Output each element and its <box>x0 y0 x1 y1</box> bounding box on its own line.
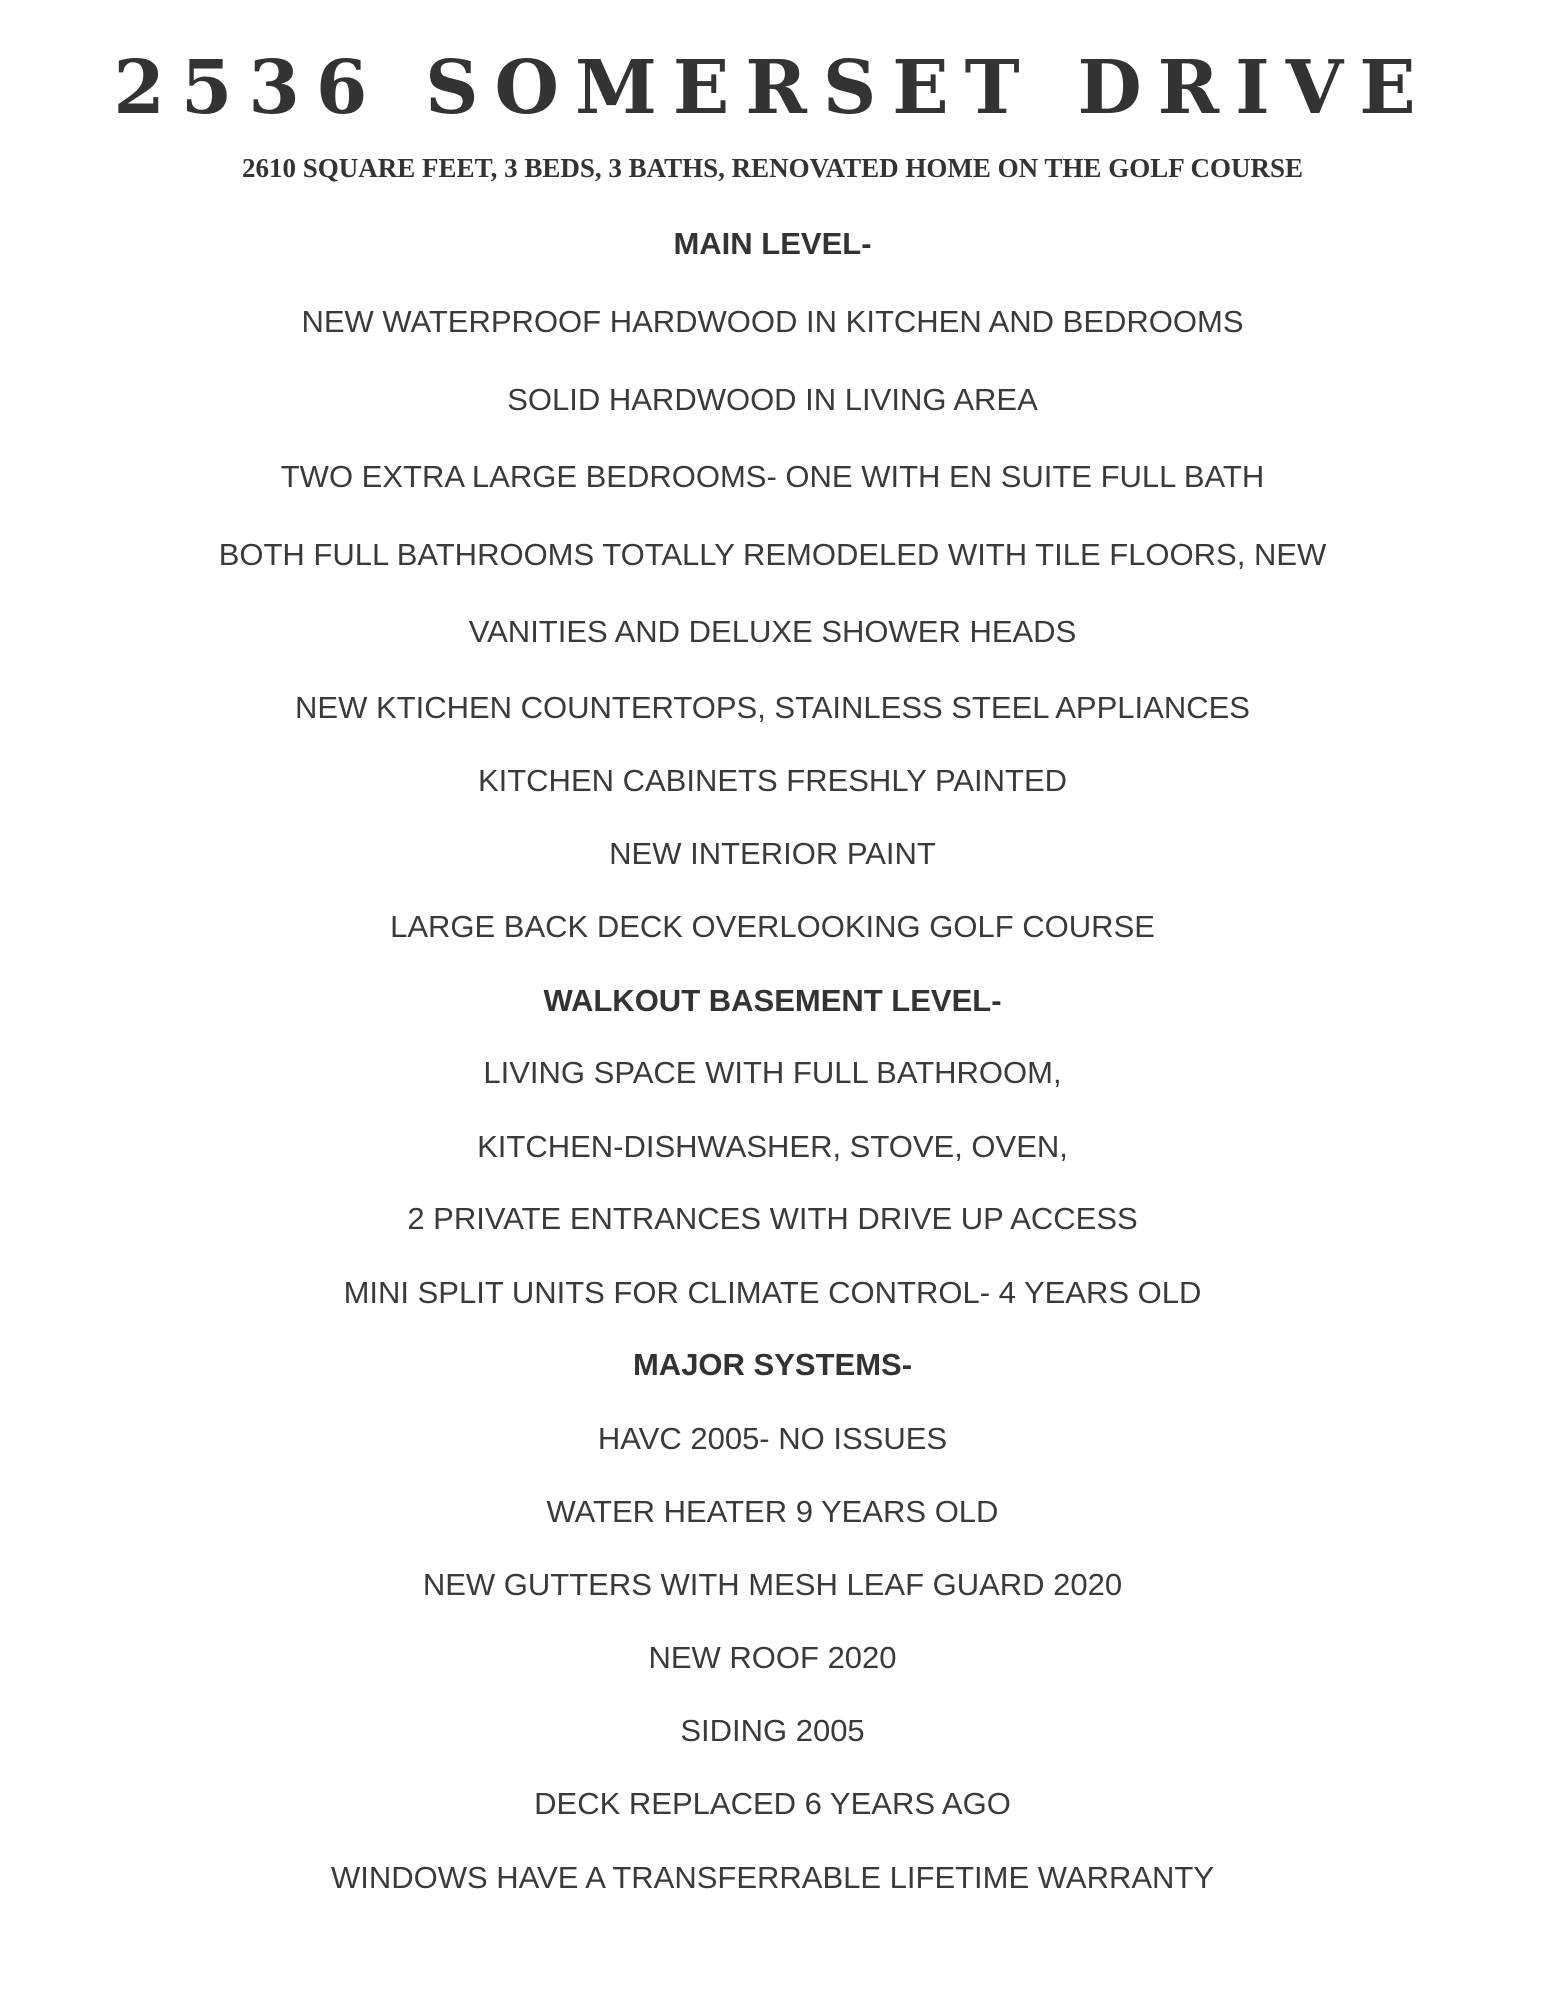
main-level-heading: MAIN LEVEL- <box>673 226 872 261</box>
basement-level-item: MINI SPLIT UNITS FOR CLIMATE CONTROL- 4 YEARS OLD <box>343 1275 1202 1310</box>
basement-level-heading: WALKOUT BASEMENT LEVEL- <box>543 983 1002 1018</box>
page-title: 2536 SOMERSET DRIVE <box>113 45 1432 131</box>
major-systems-item: WATER HEATER 9 YEARS OLD <box>546 1494 999 1529</box>
main-level-item: TWO EXTRA LARGE BEDROOMS- ONE WITH EN SUITE FULL BATH <box>280 459 1265 494</box>
page-subtitle: 2610 SQUARE FEET, 3 BEDS, 3 BATHS, RENOVATED HOME ON THE GOLF COURSE <box>242 153 1303 183</box>
main-level-item: NEW KTICHEN COUNTERTOPS, STAINLESS STEEL APPLIANCES <box>295 690 1250 725</box>
main-level-item: VANITIES AND DELUXE SHOWER HEADS <box>468 614 1077 649</box>
basement-level-item: 2 PRIVATE ENTRANCES WITH DRIVE UP ACCESS <box>407 1201 1138 1236</box>
main-level-item: LARGE BACK DECK OVERLOOKING GOLF COURSE <box>390 909 1155 944</box>
main-level-item: BOTH FULL BATHROOMS TOTALLY REMODELED WITH TILE FLOORS, NEW <box>218 537 1327 572</box>
major-systems-item: SIDING 2005 <box>680 1713 865 1748</box>
basement-level-item: LIVING SPACE WITH FULL BATHROOM, <box>483 1055 1062 1090</box>
main-level-item: NEW INTERIOR PAINT <box>609 836 936 871</box>
main-level-item: SOLID HARDWOOD IN LIVING AREA <box>507 382 1038 417</box>
basement-level-item: KITCHEN-DISHWASHER, STOVE, OVEN, <box>477 1129 1068 1164</box>
main-level-item: NEW WATERPROOF HARDWOOD IN KITCHEN AND BEDROOMS <box>301 304 1244 339</box>
major-systems-item: NEW GUTTERS WITH MESH LEAF GUARD 2020 <box>422 1567 1123 1602</box>
major-systems-item: HAVC 2005- NO ISSUES <box>597 1421 948 1456</box>
major-systems-item: WINDOWS HAVE A TRANSFERRABLE LIFETIME WARRANTY <box>330 1860 1215 1895</box>
major-systems-item: NEW ROOF 2020 <box>648 1640 897 1675</box>
major-systems-item: DECK REPLACED 6 YEARS AGO <box>534 1786 1011 1821</box>
main-level-item: KITCHEN CABINETS FRESHLY PAINTED <box>477 763 1068 798</box>
major-systems-heading: MAJOR SYSTEMS- <box>632 1347 913 1382</box>
